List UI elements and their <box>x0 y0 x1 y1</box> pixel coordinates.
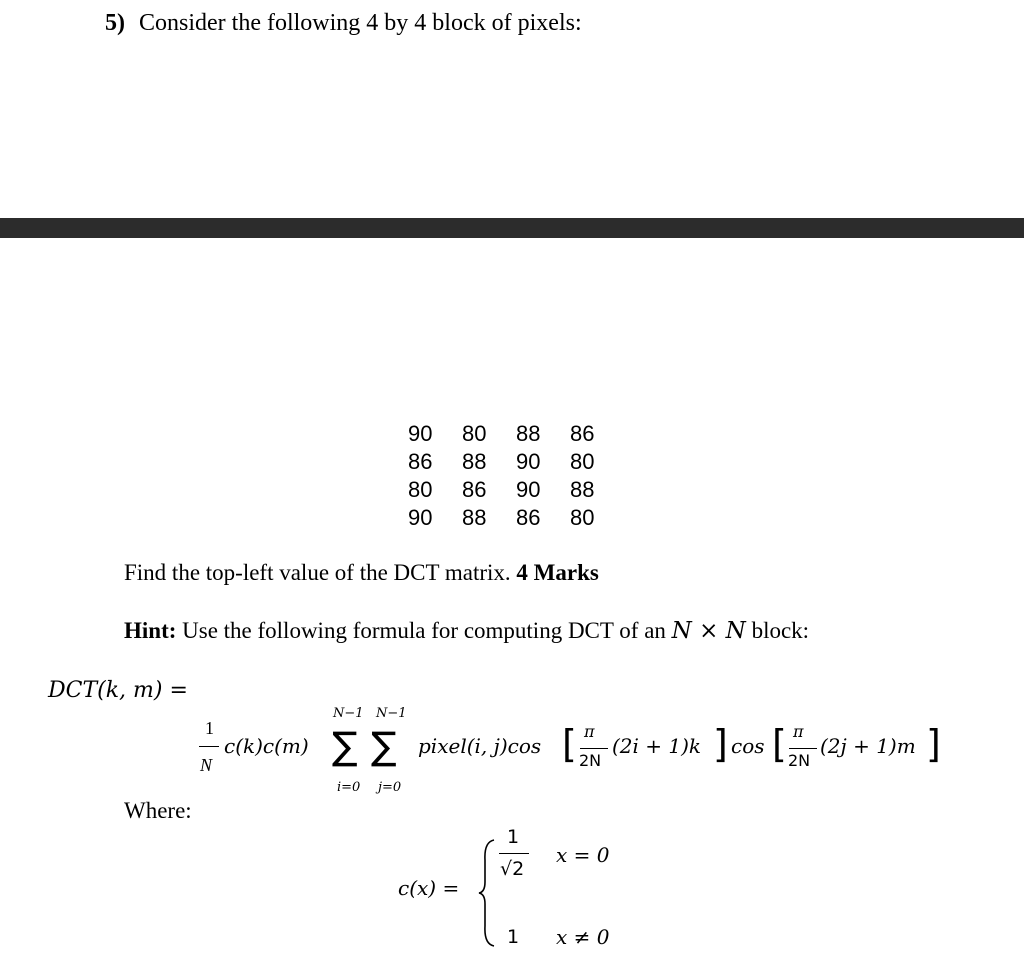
case1-condition: x = 0 <box>556 843 610 867</box>
case1-fraction-bar <box>499 853 529 854</box>
matrix-cell: 88 <box>516 421 541 446</box>
pi-symbol-2: π <box>793 722 804 741</box>
where-label: Where: <box>124 798 192 823</box>
sum-lower-limit-i: i=0 <box>337 780 361 795</box>
fraction-numerator: 1 <box>205 718 214 738</box>
matrix-row <box>408 448 624 476</box>
hint-block-size: N × N <box>671 618 746 644</box>
pixel-cos-term: pixel(i, j)cos <box>418 734 542 758</box>
cos-argument-2: (2j + 1)m <box>820 734 916 758</box>
hint-tail: block: <box>751 618 810 643</box>
matrix-row <box>408 476 624 504</box>
matrix-cell: 90 <box>408 505 433 530</box>
sum-lower-limit-j: j=0 <box>378 780 402 795</box>
cos-argument-1: (2i + 1)k <box>612 734 702 758</box>
coefficient-terms: c(k)c(m) <box>224 734 309 758</box>
case2-condition: x ≠ 0 <box>556 925 610 949</box>
case2-value: 1 <box>507 926 520 948</box>
sum-upper-limit-i: N−1 <box>333 706 364 721</box>
right-bracket-1: ] <box>713 722 728 766</box>
matrix-cell: 80 <box>570 449 595 474</box>
matrix-cell: 80 <box>570 505 595 530</box>
matrix-cell: 88 <box>462 505 487 530</box>
matrix-cell: 90 <box>408 421 433 446</box>
matrix-row <box>408 420 624 448</box>
matrix-row <box>408 504 624 532</box>
piecewise-brace <box>478 838 498 948</box>
twoN-denominator-2: 2N <box>788 751 811 770</box>
pixel-matrix <box>408 420 624 532</box>
matrix-cell: 80 <box>408 477 433 502</box>
summation-symbol-i: ∑ <box>332 724 358 768</box>
hint-text: Use the following formula for computing DCT of an <box>182 618 666 643</box>
matrix-cell: 88 <box>462 449 487 474</box>
find-text: Find the top-left value of the DCT matrix. <box>124 560 511 585</box>
hint-label: Hint: <box>124 618 177 643</box>
cos-term-2: cos <box>731 734 765 758</box>
left-bracket-2: [ <box>772 722 787 766</box>
hint-line <box>124 618 809 644</box>
pi-fraction-bar-2 <box>789 748 817 749</box>
twoN-denominator-1: 2N <box>579 751 602 770</box>
find-instruction <box>124 560 599 586</box>
matrix-cell: 88 <box>570 477 595 502</box>
matrix-cell: 86 <box>462 477 487 502</box>
case1-numerator: 1 <box>507 826 520 848</box>
pi-fraction-bar-1 <box>580 748 608 749</box>
summation-symbol-j: ∑ <box>371 724 397 768</box>
dct-formula-lhs: DCT(k, m) = <box>48 678 188 703</box>
matrix-cell: 86 <box>570 421 595 446</box>
case1-denominator: √2 <box>500 858 525 880</box>
fraction-denominator: N <box>200 755 213 775</box>
pi-symbol-1: π <box>584 722 595 741</box>
question-heading <box>105 10 582 37</box>
sum-upper-limit-j: N−1 <box>376 706 407 721</box>
matrix-cell: 86 <box>516 505 541 530</box>
question-text: Consider the following 4 by 4 block of pixels: <box>139 10 582 36</box>
left-bracket-1: [ <box>562 722 577 766</box>
question-number: 5) <box>105 10 125 36</box>
marks-label: 4 Marks <box>516 560 599 585</box>
matrix-cell: 90 <box>516 449 541 474</box>
matrix-cell: 86 <box>408 449 433 474</box>
separator-bar <box>0 218 1024 238</box>
fraction-bar <box>199 746 219 747</box>
matrix-cell: 80 <box>462 421 487 446</box>
cx-lhs: c(x) = <box>398 876 460 900</box>
matrix-cell: 90 <box>516 477 541 502</box>
right-bracket-2: ] <box>926 722 941 766</box>
